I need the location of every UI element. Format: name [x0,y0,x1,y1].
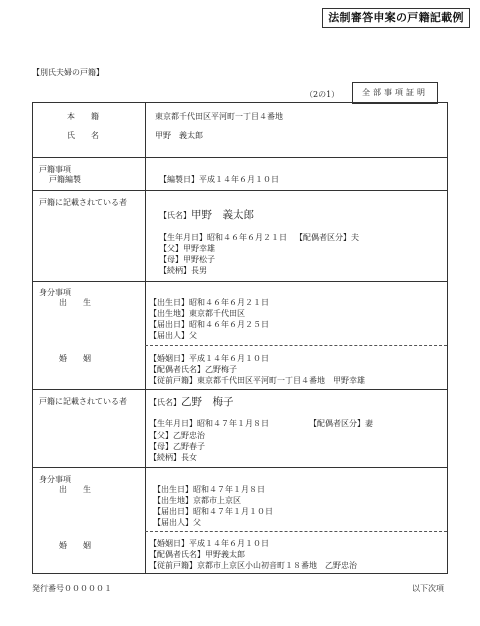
person1-section-label: 戸籍に記載されている者 [39,198,127,207]
person1-name: 甲野 義太郎 [191,209,254,221]
person1-marriage-label: 婚 姻 [59,354,91,363]
shimei-label: 氏 名 [67,131,99,140]
person2-name-row [149,394,234,409]
person2-father: 【父】乙野忠治 [149,431,205,440]
person2-spouse-class: 【配偶者区分】妻 [309,419,373,428]
row-divider [33,281,447,282]
person2-marriage-label: 婚 姻 [59,541,91,550]
row-divider [33,157,447,158]
person1-name-row [159,207,254,222]
person2-birth-line: 【出生日】昭和４７年１月８日 [153,485,265,494]
person2-relation: 【続柄】長女 [149,453,197,462]
dashed-divider [145,345,447,346]
koseki-document [32,102,448,574]
dashed-divider [145,531,447,532]
person2-marriage-line: 【配偶者氏名】甲野義太郎 [149,550,245,559]
person1-name-tag: 【氏名】 [159,211,191,220]
person2-mibun-label: 身分事項 [39,475,71,484]
person1-marriage-line: 【婚姻日】平成１４年６月１０日 [149,354,269,363]
person2-birth-line: 【出生地】京都市上京区 [153,496,241,505]
person1-father: 【父】甲野幸雄 [159,244,215,253]
continued-note: 以下次項 [412,584,444,593]
person1-relation: 【続柄】長男 [159,266,207,275]
person1-birth-line: 【届出日】昭和４６年６月２５日 [149,320,269,329]
person1-birth-label: 出 生 [59,298,91,307]
person1-birth-line: 【届出人】父 [149,331,197,340]
column-divider [145,103,146,573]
person2-name-tag: 【氏名】 [149,398,181,407]
row-divider [33,467,447,468]
person2-section-label: 戸籍に記載されている者 [39,397,127,406]
person1-marriage-line: 【配偶者氏名】乙野梅子 [149,365,237,374]
person1-birth-line: 【出生地】東京都千代田区 [149,309,245,318]
person2-mother: 【母】乙野春子 [149,442,205,451]
honseki-value: 東京都千代田区平河町一丁目４番地 [155,112,283,121]
koseki-hensei-value: 【編製日】平成１４年６月１０日 [159,175,279,184]
person1-marriage-line: 【従前戸籍】東京都千代田区平河町一丁目４番地 甲野幸雄 [149,376,365,385]
person1-birth-line: 【出生日】昭和４６年６月２１日 [149,298,269,307]
person2-birth-line: 【届出日】昭和４７年１月１０日 [153,507,273,516]
row-divider [33,389,447,390]
honseki-label: 本 籍 [67,112,99,121]
person2-marriage-line: 【婚姻日】平成１４年６月１０日 [149,539,269,548]
certificate-type-box: 全部事項証明 [352,82,438,104]
koseki-jiko-label: 戸籍事項 [39,165,71,174]
person1-spouse-class: 【配偶者区分】夫 [295,233,359,242]
person1-birth: 【生年月日】昭和４６年６月２１日 [159,233,287,242]
shimei-value: 甲野 義太郎 [155,131,203,140]
row-divider [33,190,447,191]
issue-number: 発行番号０００００１ [32,584,112,593]
person2-name: 乙野 梅子 [181,396,234,408]
person2-birth-line: 【届出人】父 [153,518,201,527]
section-heading: 【別氏夫婦の戸籍】 [32,68,104,77]
person2-birth: 【生年月日】昭和４７年１月８日 [149,419,269,428]
person2-marriage-line: 【従前戸籍】京都市上京区小山初音町１８番地 乙野忠治 [149,561,357,570]
page-number: （2の1） [305,90,340,99]
person2-birth-label: 出 生 [59,485,91,494]
document-title: 法制審答申案の戸籍記載例 [322,8,470,28]
person1-mibun-label: 身分事項 [39,288,71,297]
person1-mother: 【母】甲野松子 [159,255,215,264]
koseki-hensei-label: 戸籍編製 [49,175,81,184]
